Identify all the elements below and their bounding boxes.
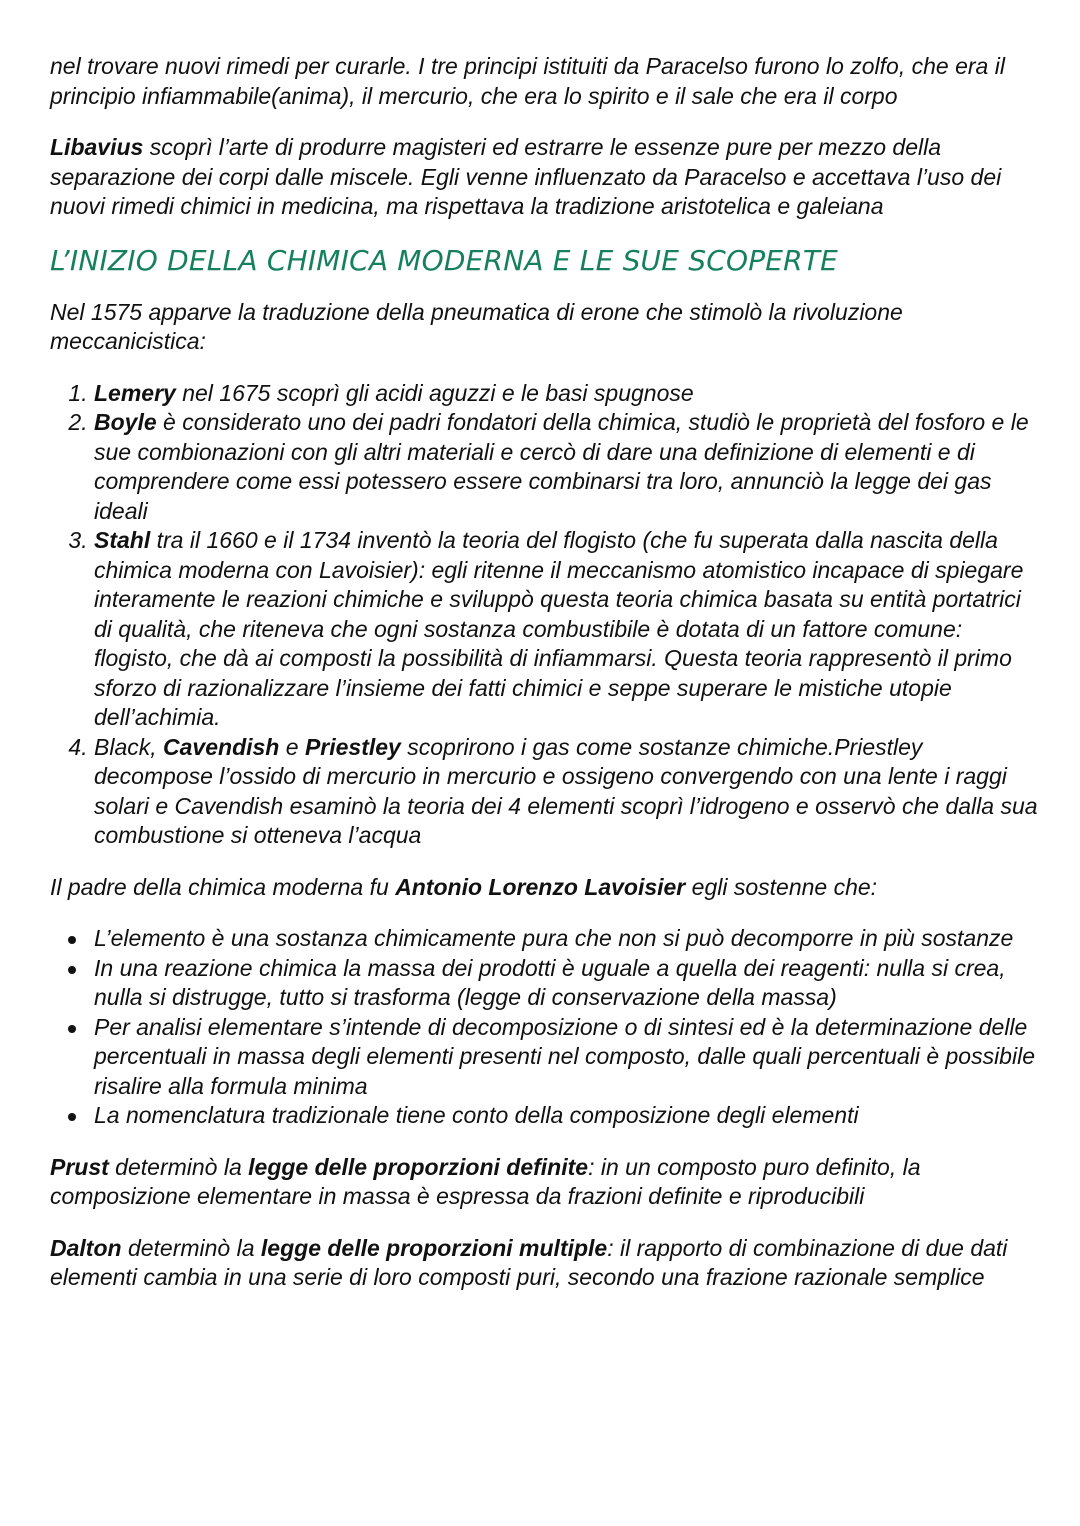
list-item-connector: e [279, 733, 305, 760]
bullet-icon [68, 1025, 76, 1033]
libavius-text: scoprì l’arte di produrre magisteri ed estrarre le essenze pure per mezzo della separazione dei corpi dalle miscele. Egli venne influenzato da Paracelso e accettava l’uso dei nuovi rimedi chimici in medicina, ma rispettava la tradizione aristotelica e galeiana [50, 134, 1002, 219]
list-item [94, 924, 1040, 954]
list-item-text: nel 1675 scoprì gli acidi aguzzi e le basi spugnose [175, 379, 694, 406]
scientist-name: Priestley [304, 733, 401, 760]
bullet-text: La nomenclatura tradizionale tiene conto della composizione degli elementi [94, 1102, 859, 1128]
bullet-text: L’elemento è una sostanza chimicamente pura che non si può decomporre in più sostanze [94, 925, 1014, 951]
list-item-text: scoprirono i gas come sostanze chimiche.Priestley decompose l’ossido di mercurio in mercurio e ossigeno convergendo con una lente i raggi solari e Cavendish esaminò la teoria dei 4 elementi scoprì l’idrogeno e osservò che dalla sua combustione si otteneva l’acqua [94, 733, 1038, 848]
prust-name: Prust [50, 1153, 109, 1180]
bullet-icon [68, 966, 76, 974]
scientist-name: Stahl [94, 527, 151, 553]
dalton-law: legge delle proporzioni multiple [260, 1234, 608, 1261]
lavoisier-suffix: egli sostenne che: [685, 873, 878, 900]
list-item [94, 408, 1040, 526]
libavius-paragraph [50, 133, 1040, 222]
lavoisier-paragraph [50, 873, 1040, 903]
list-item [94, 1101, 1040, 1131]
dalton-name: Dalton [50, 1234, 122, 1261]
list-item [94, 954, 1040, 1013]
section-intro: Nel 1575 apparve la traduzione della pneumatica di erone che stimolò la rivoluzione meccanicistica: [50, 298, 903, 354]
numbered-list [50, 379, 1040, 851]
prust-mid: determinò la [108, 1153, 249, 1180]
prust-text: : in un composto puro definito, la composizione elementare in massa è espressa da frazioni definite e riproducibili [50, 1153, 921, 1209]
bullet-text: Per analisi elementare s’intende di decomposizione o di sintesi ed è la determinazione delle percentuali in massa degli elementi presenti nel composto, dalle quali percentuali è possibile risalire alla formula minima [94, 1013, 1035, 1099]
intro-paragraph [50, 52, 1040, 111]
scientist-name: Lemery [94, 379, 176, 406]
bullet-list [50, 924, 1040, 1131]
list-item [94, 733, 1040, 851]
list-item-prefix: Black, [94, 733, 164, 760]
list-item [94, 1013, 1040, 1102]
libavius-name: Libavius [50, 134, 144, 160]
lavoisier-prefix: Il padre della chimica moderna fu [50, 873, 396, 900]
dalton-paragraph [50, 1234, 1040, 1293]
scientist-name: Boyle [94, 409, 157, 435]
lavoisier-name: Antonio Lorenzo Lavoisier [395, 873, 686, 900]
bullet-icon [68, 936, 76, 944]
list-item [94, 379, 1040, 409]
scientist-name: Cavendish [163, 733, 280, 760]
list-item-text: tra il 1660 e il 1734 inventò la teoria del flogisto (che fu superata dalla nascita della chimica moderna con Lavoisier): egli ritenne il meccanismo atomistico incapace di spiegare interamente le reazioni chimiche e sviluppò questa teoria chimica basata su entità portatrici di qualità, che riteneva che ogni sostanza combustibile è dotata di un fattore comune: flogisto, che dà ai composti la possibilità di infiammarsi. Questa teoria rappresentò il primo sforzo di razionalizzare l’insieme dei fatti chimici e seppe superare le mistiche utopie dell’achimia. [94, 527, 1024, 730]
prust-law: legge delle proporzioni definite [248, 1153, 589, 1180]
list-item-text: è considerato uno dei padri fondatori della chimica, studiò le proprietà del fosforo e le sue combionazioni con gli altri materiali e cercò di dare una definizione di elementi e di comprendere come essi potessero essere combinarsi tra loro, annunciò la legge dei gas ideali [94, 409, 1029, 524]
intro-text: nel trovare nuovi rimedi per curarle. I tre principi istituiti da Paracelso furono lo zolfo, che era il principio infiammabile(anima), il mercurio, che era lo spirito e il sale che era il corpo [50, 53, 1005, 109]
dalton-text: : il rapporto di combinazione di due dati elementi cambia in una serie di loro composti puri, secondo una frazione razionale semplice [50, 1234, 1008, 1290]
list-item [94, 526, 1040, 733]
dalton-mid: determinò la [121, 1234, 261, 1261]
bullet-text: In una reazione chimica la massa dei prodotti è uguale a quella dei reagenti: nulla si crea, nulla si distrugge, tutto si trasforma (legge di conservazione della massa) [94, 954, 1006, 1010]
prust-paragraph [50, 1153, 1040, 1212]
section-heading: L’INIZIO DELLA CHIMICA MODERNA E LE SUE SCOPERTE [50, 243, 839, 277]
bullet-icon [68, 1113, 76, 1121]
